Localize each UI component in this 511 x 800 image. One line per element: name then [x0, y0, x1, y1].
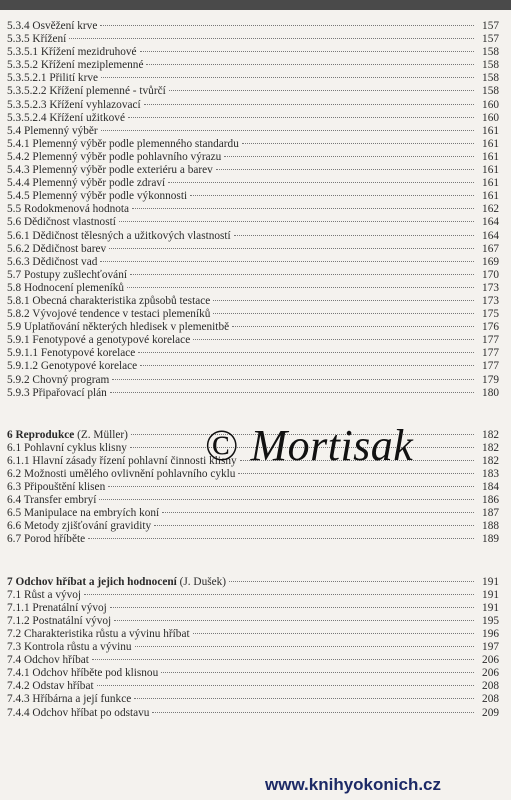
toc-page-number: 157 — [482, 33, 499, 46]
toc-entry — [7, 295, 499, 308]
dot-leader — [100, 25, 474, 26]
toc-entry — [7, 533, 499, 546]
toc-entry-title: 5.7 Postupy zušlechťování — [7, 268, 127, 281]
toc-entry-title: 7.4.4 Odchov hříbat po odstavu — [7, 706, 150, 719]
watermark-name: Mortisak — [250, 421, 414, 470]
toc-entry-title: 6.7 Porod hříběte — [7, 533, 86, 546]
toc-page-number: 179 — [482, 373, 499, 386]
dot-leader — [84, 594, 474, 595]
toc-entry — [7, 589, 499, 602]
toc-entry-title: 6.4 Transfer embryí — [7, 494, 97, 507]
toc-entry-title: 7.4.1 Odchov hříběte pod klisnou — [7, 667, 159, 680]
chapter-title: 7 Odchov hříbat a jejich hodnocení — [7, 575, 177, 588]
toc-entry — [7, 164, 499, 177]
toc-entry — [7, 334, 499, 347]
dot-leader — [109, 248, 474, 249]
dot-leader — [229, 581, 474, 582]
toc-entry — [7, 269, 499, 282]
toc-page-number: 167 — [482, 242, 499, 255]
dot-leader — [152, 712, 474, 713]
toc-entry — [7, 203, 499, 216]
chapter-title: 6 Reprodukce — [7, 428, 75, 441]
toc-entry — [7, 177, 499, 190]
toc-entry-title: 5.4.4 Plemenný výběr podle zdraví — [7, 177, 166, 190]
toc-entry — [7, 615, 499, 628]
toc-page-number: 158 — [482, 46, 499, 59]
dot-leader — [69, 38, 474, 39]
toc-entry-title: 5.3.5 Křížení — [7, 33, 67, 46]
dot-leader — [128, 117, 474, 118]
toc-page-number: 161 — [482, 137, 499, 150]
dot-leader — [119, 221, 474, 222]
toc-entry — [7, 256, 499, 269]
toc-entry-title: 5.4 Plemenný výběr — [7, 124, 98, 137]
toc-entry — [7, 59, 499, 72]
toc-entry — [7, 628, 499, 641]
toc-page-number: 177 — [482, 360, 499, 373]
toc-page-number: 161 — [482, 177, 499, 190]
toc-page-number: 197 — [482, 641, 499, 654]
dot-leader — [110, 607, 474, 608]
dot-leader — [193, 339, 474, 340]
toc-group-chapter-5 — [7, 20, 499, 400]
toc-entry — [7, 46, 499, 59]
toc-entry-title: 5.8.2 Vývojové tendence v testaci plemeníků — [7, 308, 211, 321]
toc-entry-title: 5.6.1 Dědičnost tělesných a užitkových vlastností — [7, 229, 231, 242]
toc-page-number: 196 — [482, 627, 499, 640]
toc-page-number: 158 — [482, 59, 499, 72]
toc-page-number: 184 — [482, 481, 499, 494]
toc-entry-title: 6.6 Metody zjišťování gravidity — [7, 520, 152, 533]
toc-page-number: 169 — [482, 255, 499, 268]
toc-entry-title: 5.5 Rodokmenová hodnota — [7, 203, 130, 216]
dot-leader — [168, 182, 474, 183]
dot-leader — [140, 365, 474, 366]
dot-leader — [154, 525, 474, 526]
toc-page-number: 176 — [482, 321, 499, 334]
dot-leader — [138, 352, 474, 353]
dot-leader — [127, 287, 474, 288]
toc-entry — [7, 20, 499, 33]
toc-page-number: 180 — [482, 386, 499, 399]
toc-entry-title — [7, 429, 128, 442]
dot-leader — [108, 486, 474, 487]
toc-page-number: 188 — [482, 520, 499, 533]
toc-entry-title: 5.4.5 Plemenný výběr podle výkonnosti — [7, 190, 188, 203]
toc-entry-title: 6.2 Možnosti umělého ovlivnění pohlavního cyklu — [7, 468, 236, 480]
toc-entry-title: 5.9 Uplatňování některých hledisek v plemenitbě — [7, 321, 230, 334]
toc-entry — [7, 112, 499, 125]
toc-entry-title: 5.6 Dědičnost vlastností — [7, 216, 116, 229]
toc-page-number: 173 — [482, 294, 499, 307]
copyright-watermark — [205, 420, 413, 471]
toc-page-number: 177 — [482, 334, 499, 347]
toc-entry — [7, 507, 499, 520]
toc-entry — [7, 481, 499, 494]
dot-leader — [193, 633, 474, 634]
dot-leader — [213, 313, 474, 314]
dot-leader — [169, 90, 474, 91]
dot-leader — [99, 499, 474, 500]
toc-group-chapter-7 — [7, 576, 499, 720]
dot-leader — [140, 51, 474, 52]
dot-leader — [101, 77, 474, 78]
toc-page-number: 208 — [482, 693, 499, 706]
copyright-symbol: © — [205, 421, 239, 470]
toc-entry — [7, 33, 499, 46]
dot-leader — [132, 208, 474, 209]
toc-entry-title: 7.3 Kontrola růstu a vývinu — [7, 641, 132, 654]
toc-entry-title: 6.1 Pohlavní cyklus klisny — [7, 441, 127, 454]
toc-page-number: 191 — [482, 588, 499, 601]
toc-page-number: 206 — [482, 667, 499, 680]
toc-page-number: 183 — [482, 468, 499, 480]
toc-entry — [7, 387, 499, 400]
toc-entry — [7, 125, 499, 138]
toc-page-number: 158 — [482, 85, 499, 98]
toc-entry-title: 5.3.5.2 Křížení meziplemenné — [7, 59, 144, 72]
toc-entry-title: 5.4.1 Plemenný výběr podle plemenného standardu — [7, 137, 239, 150]
page-top-edge — [0, 0, 511, 10]
toc-entry-title: 5.6.2 Dědičnost barev — [7, 242, 107, 255]
toc-page-number: 191 — [482, 601, 499, 614]
toc-entry-title: 6.3 Připouštění klisen — [7, 481, 106, 494]
toc-entry — [7, 347, 499, 360]
toc-entry — [7, 230, 499, 243]
toc-page-number: 158 — [482, 72, 499, 85]
table-of-contents — [7, 20, 499, 720]
toc-entry-title: 7.1.1 Prenatální vývoj — [7, 601, 107, 614]
toc-page-number: 161 — [482, 150, 499, 163]
toc-entry — [7, 641, 499, 654]
site-watermark: www.knihyokonich.cz — [265, 775, 442, 794]
toc-entry-title: 5.9.1 Fenotypové a genotypové korelace — [7, 334, 191, 347]
toc-entry-title: 5.9.2 Chovný program — [7, 373, 110, 386]
toc-page-number: 164 — [482, 216, 499, 229]
toc-page-number: 177 — [482, 347, 499, 360]
toc-entry-title: 5.3.5.2.2 Křížení plemenné - tvůrčí — [7, 85, 166, 98]
dot-leader — [97, 685, 474, 686]
toc-entry-title: 7.1 Růst a vývoj — [7, 588, 82, 601]
toc-page-number: 195 — [482, 614, 499, 627]
chapter-author: (J. Dušek) — [176, 575, 227, 588]
toc-entry-title: 5.6.3 Dědičnost vad — [7, 255, 98, 268]
toc-page-number: 173 — [482, 281, 499, 294]
toc-entry — [7, 282, 499, 295]
toc-entry-title: 5.4.3 Plemenný výběr podle exteriéru a barev — [7, 164, 213, 177]
toc-page-number: 157 — [482, 20, 499, 32]
chapter-author: (Z. Müller) — [74, 428, 128, 441]
dot-leader — [130, 274, 474, 275]
toc-entry — [7, 243, 499, 256]
dot-leader — [146, 64, 474, 65]
toc-entry-title: 5.3.5.2.1 Přilití krve — [7, 72, 98, 85]
toc-entry-title: 7.4.3 Hříbárna a její funkce — [7, 693, 132, 706]
toc-page-number: 191 — [482, 575, 499, 588]
toc-entry-title: 5.9.3 Připařovací plán — [7, 386, 107, 399]
toc-page-number: 189 — [482, 533, 499, 546]
toc-page-number: 175 — [482, 308, 499, 321]
toc-page-number: 206 — [482, 654, 499, 667]
toc-page-number: 209 — [482, 706, 499, 719]
toc-entry-title: 5.4.2 Plemenný výběr podle pohlavního výrazu — [7, 150, 222, 163]
toc-entry-title: 7.2 Charakteristika růstu a vývinu hříbat — [7, 627, 190, 640]
toc-entry — [7, 216, 499, 229]
toc-entry-title: 5.3.5.2.4 Křížení užitkové — [7, 111, 125, 124]
toc-page-number: 187 — [482, 507, 499, 520]
dot-leader — [114, 620, 474, 621]
dot-leader — [232, 326, 474, 327]
toc-entry — [7, 138, 499, 151]
toc-entry — [7, 494, 499, 507]
toc-entry — [7, 654, 499, 667]
toc-entry-title: 5.9.1.2 Genotypové korelace — [7, 360, 138, 373]
dot-leader — [101, 130, 474, 131]
toc-entry-title: 6.5 Manipulace na embryích koní — [7, 507, 160, 520]
toc-entry-title: 5.8.1 Obecná charakteristika způsobů testace — [7, 294, 211, 307]
dot-leader — [92, 659, 474, 660]
toc-entry-title: 7.4 Odchov hříbat — [7, 654, 89, 667]
toc-entry-title: 5.3.4 Osvěžení krve — [7, 20, 98, 32]
toc-chapter-heading — [7, 576, 499, 589]
toc-page-number: 160 — [482, 98, 499, 111]
toc-page-number: 164 — [482, 229, 499, 242]
toc-page-number: 161 — [482, 124, 499, 137]
dot-leader — [135, 646, 474, 647]
dot-leader — [224, 156, 474, 157]
dot-leader — [234, 235, 474, 236]
toc-entry — [7, 667, 499, 680]
toc-entry — [7, 308, 499, 321]
toc-page-number: 162 — [482, 203, 499, 216]
toc-entry-title: 5.3.5.2.3 Křížení vyhlazovací — [7, 98, 141, 111]
toc-page-number: 208 — [482, 680, 499, 693]
toc-entry — [7, 72, 499, 85]
toc-entry-title: 7.1.2 Postnatální vývoj — [7, 614, 112, 627]
toc-page-number: 182 — [482, 428, 499, 441]
toc-entry — [7, 321, 499, 334]
toc-entry-title: 5.8 Hodnocení plemeníků — [7, 281, 125, 294]
dot-leader — [162, 512, 474, 513]
toc-entry — [7, 360, 499, 373]
toc-page-number: 161 — [482, 190, 499, 203]
dot-leader — [190, 195, 474, 196]
dot-leader — [144, 104, 474, 105]
toc-page-number: 170 — [482, 268, 499, 281]
toc-entry — [7, 520, 499, 533]
toc-entry-title: 6.1.1 Hlavní zásady řízení pohlavní činnosti klisny — [7, 454, 237, 467]
toc-entry — [7, 190, 499, 203]
dot-leader — [238, 473, 474, 474]
toc-entry — [7, 374, 499, 387]
dot-leader — [100, 261, 474, 262]
toc-entry — [7, 602, 499, 615]
toc-page-number: 182 — [482, 454, 499, 467]
toc-entry — [7, 85, 499, 98]
dot-leader — [88, 538, 474, 539]
toc-entry — [7, 99, 499, 112]
dot-leader — [110, 392, 474, 393]
dot-leader — [216, 169, 474, 170]
toc-entry-title: 5.9.1.1 Fenotypové korelace — [7, 347, 136, 360]
toc-page-number: 182 — [482, 441, 499, 454]
toc-entry-title: 7.4.2 Odstav hříbat — [7, 680, 94, 693]
toc-entry — [7, 680, 499, 693]
toc-entry — [7, 707, 499, 720]
dot-leader — [161, 672, 474, 673]
toc-page-number: 186 — [482, 494, 499, 507]
toc-entry-title — [7, 576, 226, 589]
toc-entry — [7, 151, 499, 164]
dot-leader — [112, 379, 474, 380]
toc-page-number: 161 — [482, 164, 499, 177]
dot-leader — [213, 300, 474, 301]
dot-leader — [134, 698, 474, 699]
toc-entry — [7, 693, 499, 706]
toc-gap — [7, 547, 499, 576]
toc-entry-title: 5.3.5.1 Křížení mezidruhové — [7, 46, 137, 59]
dot-leader — [242, 143, 474, 144]
toc-page-number: 160 — [482, 111, 499, 124]
